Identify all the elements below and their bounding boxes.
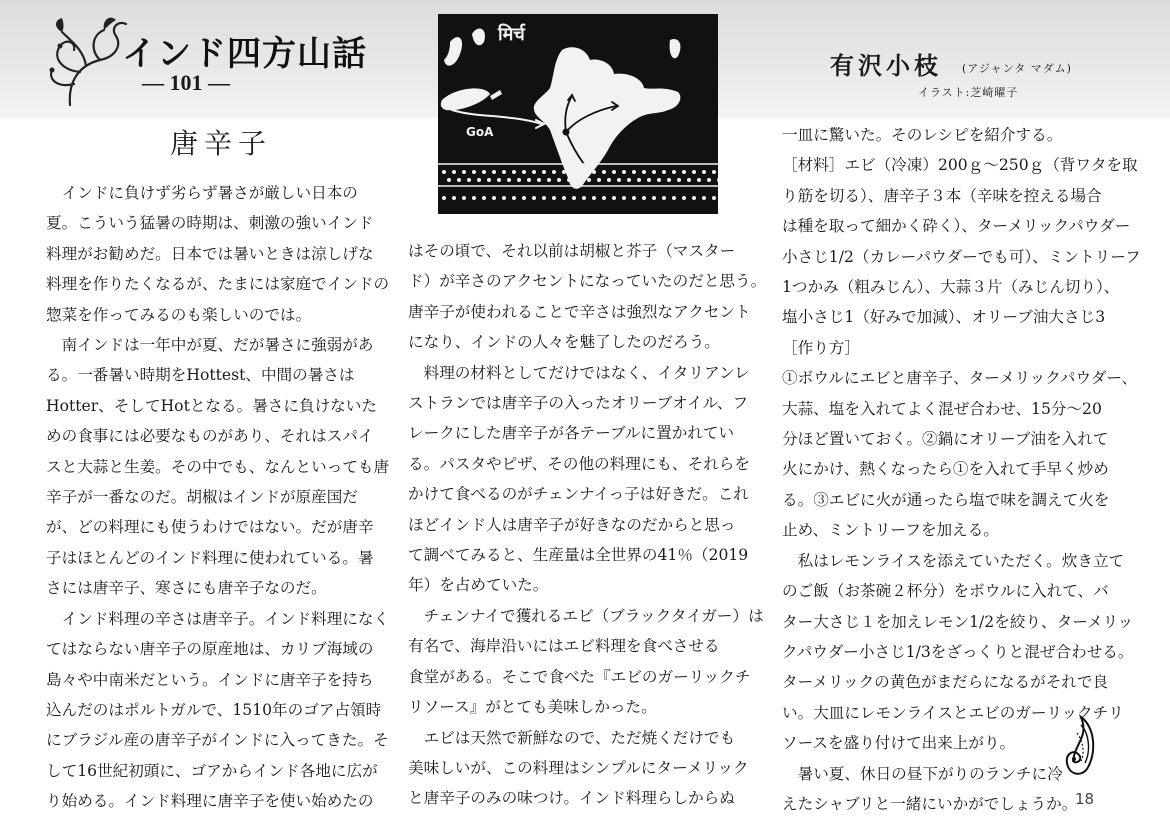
decor-dot: [482, 170, 486, 174]
decor-dot: [597, 178, 601, 182]
text-line: ①ボウルにエビと唐辛子、ターメリックパウダー、: [782, 369, 1138, 388]
text-line: ［材料］エビ（冷凍）200ｇ～250ｇ（背ワタを取: [782, 156, 1138, 175]
decor-dot: [627, 178, 631, 182]
text-line: 夏。こういう猛暑の時期は、刺激の強いインド: [46, 214, 374, 233]
text-line: が、どの料理にも使うわけではない。だが唐辛: [46, 518, 374, 537]
decor-dot: [447, 178, 451, 182]
text-line: ［作り方］: [782, 338, 860, 357]
decor-dot: [542, 196, 546, 200]
decor-dot: [457, 178, 461, 182]
page-number: 18: [1075, 790, 1095, 808]
article-title: 唐辛子: [170, 127, 273, 160]
author-alias: (アジャンタ マダム): [962, 62, 1072, 75]
decor-dot: [582, 170, 586, 174]
paisley-icon: [1063, 713, 1099, 779]
decor-dot: [702, 170, 706, 174]
text-line: い。大皿にレモンライスとエビのガーリックチリ: [782, 703, 1124, 722]
decor-dot: [642, 196, 646, 200]
text-line: ターメリックの黄色がまだらになるがそれで良: [782, 673, 1109, 692]
text-line: 分ほど置いておく。②鍋にオリーブ油を入れて: [782, 430, 1109, 449]
text-line: 辛子が一番なのだ。胡椒はインドが原産国だ: [46, 488, 358, 507]
goa-marker: [563, 129, 570, 136]
decor-dot: [587, 178, 591, 182]
decor-dot: [692, 196, 696, 200]
decor-dot: [507, 178, 511, 182]
text-line: 大蒜、塩を入れてよく混ぜ合わせ、15分～20: [782, 399, 1102, 418]
text-line: 塩小さじ1（好みで加減）、オリーブ油大さじ3: [782, 308, 1106, 327]
text-line: 唐辛子が使われることで辛さは強烈なアクセント: [408, 302, 751, 321]
decor-dot: [607, 178, 611, 182]
text-line: 南インドは一年中が夏、だが暑さに強弱があ: [46, 336, 374, 355]
india-chili-illustration: [438, 14, 718, 214]
text-line: 島々や中南米だという。インドに唐辛子を持ち: [46, 670, 374, 689]
decor-dot: [442, 196, 446, 200]
text-line: 食堂がある。そこで食べた『エビのガーリックチ: [408, 667, 751, 686]
text-line: はその頃で、それ以前は胡椒と芥子（マスター: [408, 242, 736, 260]
decor-dot: [632, 170, 636, 174]
decor-dot: [652, 196, 656, 200]
text-line: 私はレモンライスを添えていただく。炊き立て: [782, 551, 1125, 570]
decor-dot: [542, 170, 546, 174]
decor-dot: [662, 170, 666, 174]
decor-dot: [552, 170, 556, 174]
decor-dot: [467, 178, 471, 182]
text-line: チェンナイで獲れるエビ（ブラックタイガー）は: [408, 606, 764, 625]
decor-dot: [707, 178, 711, 182]
series-title: インド四方山話: [122, 34, 367, 74]
decor-dot: [632, 196, 636, 200]
decor-dot: [662, 196, 666, 200]
decor-dot: [622, 170, 626, 174]
text-line: る。一番暑い時期をHottest、中間の暑さは: [46, 366, 355, 385]
text-line: 火にかけ、熱くなったら①を入れて手早く炒め: [782, 460, 1109, 479]
decor-dot: [637, 178, 641, 182]
decor-dot: [567, 178, 571, 182]
decor-dot: [612, 170, 616, 174]
decor-dot: [687, 178, 691, 182]
decor-dot: [672, 196, 676, 200]
author-name: 有沢小枝: [830, 51, 942, 80]
text-line: Hotter、そしてHotとなる。暑さに負けないた: [46, 396, 377, 415]
text-line: ストランでは唐辛子の入ったオリーブオイル、フ: [408, 394, 749, 413]
decor-dot: [592, 170, 596, 174]
text-line: クパウダー小さじ1/3をざっくりと混ぜ合わせる。: [782, 642, 1134, 661]
decor-dot: [612, 196, 616, 200]
decor-dot: [552, 196, 556, 200]
decor-dot: [652, 170, 656, 174]
text-line: 年）を占めていた。: [408, 576, 549, 595]
text-line: 料理がお勧めだ。日本では暑いときは涼しげな: [46, 244, 374, 263]
decor-dot: [487, 178, 491, 182]
decor-dot: [582, 196, 586, 200]
decor-dot: [532, 196, 536, 200]
text-line: 1つかみ（粗みじん）、大蒜３片（みじん切り）、: [782, 278, 1120, 297]
decor-dot: [532, 170, 536, 174]
text-line: 一皿に驚いた。そのレシピを紹介する。: [782, 126, 1063, 144]
decor-dot: [642, 170, 646, 174]
text-line: る。③エビに火が通ったら塩で味を調えて火を: [782, 490, 1110, 509]
decor-dot: [517, 178, 521, 182]
decor-dot: [522, 196, 526, 200]
text-line: る。パスタやピザ、その他の料理にも、それらを: [408, 454, 750, 473]
decor-dot: [682, 196, 686, 200]
decor-dot: [617, 178, 621, 182]
text-line: ソースを盛り付けて出来上がり。: [782, 734, 1016, 753]
decor-dot: [522, 170, 526, 174]
text-line: て調べてみると、生産量は全世界の41％（2019: [408, 546, 749, 565]
text-line: 込んだのはポルトガルで、1510年のゴア占領時: [46, 700, 382, 719]
text-line: めの食事には必要なものがあり、それはスパイ: [46, 427, 374, 446]
decor-dot: [692, 170, 696, 174]
text-line: は種を取って細かく砕く）、ターメリックパウダー: [782, 217, 1131, 236]
text-line: ター大さじ１を加えレモン1/2を絞り、ターメリッ: [782, 612, 1134, 631]
text-line: さには唐辛子、寒さにも唐辛子なのだ。: [46, 579, 327, 598]
text-line: かけて食べるのがチェンナイっ子は好きだ。これ: [408, 485, 749, 504]
decor-dot: [712, 196, 716, 200]
decor-dot: [462, 196, 466, 200]
decor-dot: [512, 170, 516, 174]
text-line: ほどインド人は唐辛子が好きなのだからと思っ: [408, 515, 736, 534]
decor-dot: [452, 170, 456, 174]
decor-dot: [602, 170, 606, 174]
text-line: になり、インドの人々を魅了したのだろう。: [408, 333, 720, 352]
goa-label: GoA: [466, 125, 494, 139]
text-line: リソース』がとても美味しかった。: [408, 698, 657, 717]
decor-dot: [492, 196, 496, 200]
decor-dot: [462, 170, 466, 174]
decor-dot: [472, 170, 476, 174]
decor-dot: [477, 178, 481, 182]
decor-dot: [657, 178, 661, 182]
decor-dot: [482, 196, 486, 200]
hindi-label: मिर्च: [498, 24, 525, 45]
text-line: えたシャブリと一緒にいかがでしょうか。: [782, 794, 1078, 813]
text-line: 料理の材料としてだけではなく、イタリアンレ: [408, 363, 750, 382]
decor-dot: [712, 170, 716, 174]
decor-dot: [557, 178, 561, 182]
decor-dot: [537, 178, 541, 182]
decor-dot: [492, 170, 496, 174]
decor-dot: [682, 170, 686, 174]
decor-dot: [677, 178, 681, 182]
decor-dot: [592, 196, 596, 200]
decor-dot: [527, 178, 531, 182]
text-line: レークにした唐辛子が各テーブルに置かれてい: [408, 424, 735, 443]
decor-dot: [572, 196, 576, 200]
decor-dot: [602, 196, 606, 200]
decor-dot: [697, 178, 701, 182]
text-line: スと大蒜と生姜。その中でも、なんといっても唐: [46, 457, 390, 476]
article-column-2: [408, 236, 766, 814]
text-line: 有名で、海岸沿いにはエビ料理を食べさせる: [408, 637, 720, 656]
decor-dot: [502, 196, 506, 200]
decor-dot: [442, 170, 446, 174]
decor-dot: [472, 196, 476, 200]
text-line: り始める。インド料理に唐辛子を使い始めたの: [46, 792, 374, 811]
text-line: して16世紀初頭に、ゴアからインド各地に広が: [46, 761, 378, 780]
decor-dot: [702, 196, 706, 200]
text-line: てはならない唐辛子の原産地は、カリブ海域の: [46, 640, 374, 659]
illustrator-credit: イラスト:芝崎曜子: [918, 86, 1019, 99]
text-line: にブラジル産の唐辛子がインドに入ってきた。そ: [46, 731, 389, 750]
text-line: 料理を作りたくなるが、たまには家庭でインドの: [46, 275, 390, 294]
text-line: 止め、ミントリーフを加える。: [782, 521, 999, 540]
decor-dot: [502, 170, 506, 174]
decor-dot: [452, 196, 456, 200]
decor-dot: [562, 196, 566, 200]
text-line: 小さじ1/2（カレーパウダーでも可）、ミントリーフ: [782, 247, 1141, 266]
text-line: 惣菜を作ってみるのも楽しいのでは。: [46, 305, 312, 324]
decor-dot: [667, 178, 671, 182]
decor-dot: [562, 170, 566, 174]
decor-dot: [672, 170, 676, 174]
decor-dot: [497, 178, 501, 182]
decor-dot: [512, 196, 516, 200]
text-line: インドに負けず劣らず暑さが厳しい日本の: [46, 184, 358, 202]
text-line: のご飯（お茶碗２杯分）をボウルに入れて、バ: [782, 582, 1109, 601]
india-map-illustration: [438, 14, 718, 214]
decor-dot: [577, 178, 581, 182]
text-line: り筋を切る）、唐辛子３本（辛味を控える場合: [782, 186, 1102, 205]
article-column-1: [46, 178, 389, 817]
text-line: エビは天然で新鮮なので、ただ焼くだけでも: [408, 728, 736, 747]
decor-dot: [547, 178, 551, 182]
text-line: インド料理の辛さは唐辛子。インド料理になく: [46, 609, 390, 628]
text-line: 美味しいが、この料理はシンプルにターメリック: [408, 758, 749, 777]
text-line: 暑い夏、休日の昼下がりのランチに冷: [782, 764, 1063, 783]
decor-dot: [622, 196, 626, 200]
series-number: — 101 —: [142, 70, 230, 95]
text-line: ド）が辛さのアクセントになっていたのだと思う。: [408, 272, 767, 291]
text-line: 子はほとんどのインド料理に使われている。暑: [46, 548, 374, 567]
text-line: と唐辛子のみの味つけ。インド料理らしからぬ: [408, 789, 735, 808]
decor-dot: [647, 178, 651, 182]
decor-dot: [572, 170, 576, 174]
